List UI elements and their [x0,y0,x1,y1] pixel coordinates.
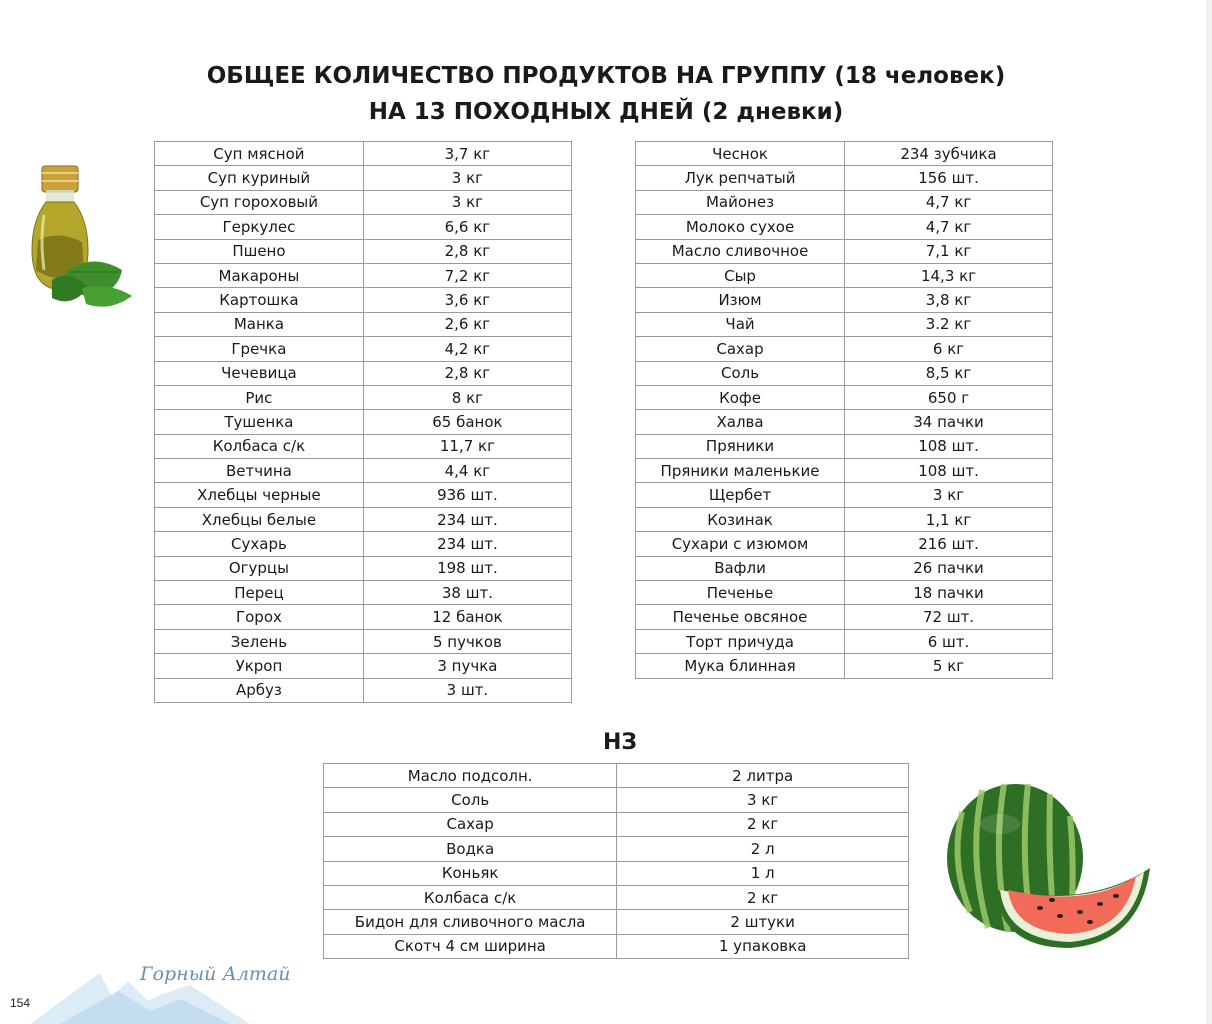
nz-table-row [324,885,909,909]
left-table-item-name: Гречка [155,337,364,361]
right-table-row [636,654,1053,678]
right-table-item-quantity: 3 кг [845,483,1053,507]
right-table-item-quantity: 216 шт. [845,532,1053,556]
right-table-item-name: Вафли [636,556,845,580]
right-table-item-name: Кофе [636,385,845,409]
right-table-row [636,288,1053,312]
right-table-item-name: Масло сливочное [636,239,845,263]
right-table-row [636,581,1053,605]
right-table-item-quantity: 1,1 кг [845,507,1053,531]
left-table-item-quantity: 38 шт. [363,581,571,605]
right-table-item-name: Пряники маленькие [636,459,845,483]
products-table-left-body [155,142,572,703]
left-table-item-name: Сухарь [155,532,364,556]
left-table-item-quantity: 7,2 кг [363,263,571,287]
left-table-row [155,678,572,702]
right-table-item-name: Чеснок [636,142,845,166]
title-line-2: НА 13 ПОХОДНЫХ ДНЕЙ (2 дневки) [368,99,844,125]
right-table-item-quantity: 14,3 кг [845,263,1053,287]
left-table-row [155,337,572,361]
right-table-row [636,556,1053,580]
left-table-row [155,556,572,580]
nz-table-item-quantity: 2 штуки [617,910,909,934]
right-table-row [636,410,1053,434]
right-table-item-quantity: 108 шт. [845,434,1053,458]
right-table-item-quantity: 234 зубчика [845,142,1053,166]
left-table-item-name: Суп гороховый [155,190,364,214]
right-table-item-name: Майонез [636,190,845,214]
left-table-row [155,215,572,239]
right-table-row [636,459,1053,483]
right-table-item-quantity: 3,8 кг [845,288,1053,312]
left-table-item-name: Колбаса с/к [155,434,364,458]
left-table-row [155,361,572,385]
left-table-row [155,434,572,458]
page-title [0,58,1212,130]
nz-table-row [324,934,909,958]
nz-section-title: НЗ [602,730,638,755]
left-table-item-quantity: 11,7 кг [363,434,571,458]
left-table-item-quantity: 65 банок [363,410,571,434]
left-table-row [155,166,572,190]
left-table-item-quantity: 198 шт. [363,556,571,580]
nz-table-row [324,764,909,788]
left-table-item-name: Укроп [155,654,364,678]
right-table-item-quantity: 4,7 кг [845,215,1053,239]
left-table-item-name: Рис [155,385,364,409]
right-table-item-name: Сухари с изюмом [636,532,845,556]
left-table-item-quantity: 3,6 кг [363,288,571,312]
nz-table-item-quantity: 2 кг [617,885,909,909]
left-table-item-name: Пшено [155,239,364,263]
right-table-item-quantity: 5 кг [845,654,1053,678]
right-table-item-quantity: 8,5 кг [845,361,1053,385]
right-table-item-name: Козинак [636,507,845,531]
nz-table-item-quantity: 1 л [617,861,909,885]
right-table-item-quantity: 108 шт. [845,459,1053,483]
nz-table-item-name: Масло подсолн. [324,764,617,788]
left-table-item-name: Арбуз [155,678,364,702]
left-table-item-quantity: 2,8 кг [363,239,571,263]
right-table-item-quantity: 6 шт. [845,629,1053,653]
right-table-item-name: Чай [636,312,845,336]
right-table-item-name: Молоко сухое [636,215,845,239]
right-table-item-name: Сахар [636,337,845,361]
left-table-item-name: Хлебцы белые [155,507,364,531]
right-table-row [636,239,1053,263]
left-table-item-name: Перец [155,581,364,605]
right-table-row [636,629,1053,653]
nz-table-body [324,764,909,959]
left-table-row [155,142,572,166]
left-table-item-name: Хлебцы черные [155,483,364,507]
right-table-item-name: Торт причуда [636,629,845,653]
left-table-row [155,483,572,507]
right-table-item-name: Сыр [636,263,845,287]
left-table-row [155,312,572,336]
nz-table-item-quantity: 1 упаковка [617,934,909,958]
left-table-item-quantity: 2,6 кг [363,312,571,336]
left-table-item-name: Зелень [155,629,364,653]
nz-table-item-name: Водка [324,837,617,861]
right-table-item-quantity: 156 шт. [845,166,1053,190]
right-table-row [636,142,1053,166]
left-table-item-quantity: 234 шт. [363,532,571,556]
right-table-item-name: Лук репчатый [636,166,845,190]
page-edge [1206,0,1212,1024]
left-table-item-name: Тушенка [155,410,364,434]
left-table-row [155,288,572,312]
nz-table-item-quantity: 2 литра [617,764,909,788]
left-table-row [155,629,572,653]
right-table-item-quantity: 7,1 кг [845,239,1053,263]
left-table-item-quantity: 3 шт. [363,678,571,702]
right-table-row [636,263,1053,287]
right-table-row [636,385,1053,409]
left-table-item-quantity: 12 банок [363,605,571,629]
right-table-row [636,312,1053,336]
right-table-item-quantity: 3.2 кг [845,312,1053,336]
nz-table-item-name: Коньяк [324,861,617,885]
left-table-item-quantity: 4,2 кг [363,337,571,361]
nz-table-row [324,861,909,885]
left-table-row [155,507,572,531]
right-table-item-name: Изюм [636,288,845,312]
left-table-item-name: Макароны [155,263,364,287]
left-table-row [155,581,572,605]
left-table-row [155,263,572,287]
left-table-item-quantity: 3,7 кг [363,142,571,166]
left-table-row [155,190,572,214]
right-table-row [636,605,1053,629]
right-table-row [636,434,1053,458]
right-table-row [636,166,1053,190]
left-table-item-quantity: 3 кг [363,166,571,190]
left-table-row [155,385,572,409]
left-table-item-name: Ветчина [155,459,364,483]
right-table-item-name: Щербет [636,483,845,507]
nz-table-item-name: Бидон для сливочного масла [324,910,617,934]
left-table-item-quantity: 3 кг [363,190,571,214]
right-table-row [636,361,1053,385]
right-table-row [636,483,1053,507]
left-table-row [155,605,572,629]
left-table-item-quantity: 4,4 кг [363,459,571,483]
right-table-row [636,215,1053,239]
right-table-item-quantity: 18 пачки [845,581,1053,605]
left-table-item-quantity: 234 шт. [363,507,571,531]
left-table-item-name: Горох [155,605,364,629]
nz-table-row [324,910,909,934]
right-table-row [636,507,1053,531]
left-table-item-quantity: 2,8 кг [363,361,571,385]
right-table-row [636,337,1053,361]
right-table-item-quantity: 26 пачки [845,556,1053,580]
nz-table-row [324,837,909,861]
nz-table-item-quantity: 3 кг [617,788,909,812]
right-table-item-quantity: 4,7 кг [845,190,1053,214]
right-table-item-name: Пряники [636,434,845,458]
left-table-item-name: Картошка [155,288,364,312]
right-table-row [636,190,1053,214]
nz-table-item-name: Сахар [324,812,617,836]
nz-table-row [324,788,909,812]
right-table-item-quantity: 34 пачки [845,410,1053,434]
nz-table-item-name: Колбаса с/к [324,885,617,909]
left-table-item-quantity: 8 кг [363,385,571,409]
right-table-item-name: Печенье [636,581,845,605]
page-number: 154 [10,996,31,1010]
right-table-row [636,532,1053,556]
left-table-row [155,459,572,483]
right-table-item-name: Печенье овсяное [636,605,845,629]
products-table-left [154,141,572,703]
left-table-item-name: Геркулес [155,215,364,239]
products-table-right [635,141,1053,679]
left-table-item-name: Суп мясной [155,142,364,166]
left-table-row [155,532,572,556]
watermelon-illustration [940,772,1155,957]
left-table-item-quantity: 5 пучков [363,629,571,653]
right-table-item-quantity: 6 кг [845,337,1053,361]
right-table-item-quantity: 72 шт. [845,605,1053,629]
nz-table-row [324,812,909,836]
left-table-item-quantity: 3 пучка [363,654,571,678]
left-table-row [155,410,572,434]
left-table-item-name: Суп куриный [155,166,364,190]
nz-table-item-name: Соль [324,788,617,812]
logo-text: Горный Алтай [140,963,291,985]
left-table-item-name: Манка [155,312,364,336]
left-table-row [155,654,572,678]
right-table-item-name: Халва [636,410,845,434]
left-table-row [155,239,572,263]
left-table-item-quantity: 6,6 кг [363,215,571,239]
olive-oil-bottle-illustration [22,160,137,315]
left-table-item-name: Чечевица [155,361,364,385]
left-table-item-quantity: 936 шт. [363,483,571,507]
right-table-item-name: Мука блинная [636,654,845,678]
nz-table [323,763,909,959]
left-table-item-name: Огурцы [155,556,364,580]
right-table-item-quantity: 650 г [845,385,1053,409]
right-table-item-name: Соль [636,361,845,385]
title-line-1: ОБЩЕЕ КОЛИЧЕСТВО ПРОДУКТОВ НА ГРУППУ (18 человек) [206,63,1006,89]
nz-table-item-name: Скотч 4 см ширина [324,934,617,958]
nz-table-item-quantity: 2 кг [617,812,909,836]
nz-table-item-quantity: 2 л [617,837,909,861]
products-table-right-body [636,142,1053,679]
